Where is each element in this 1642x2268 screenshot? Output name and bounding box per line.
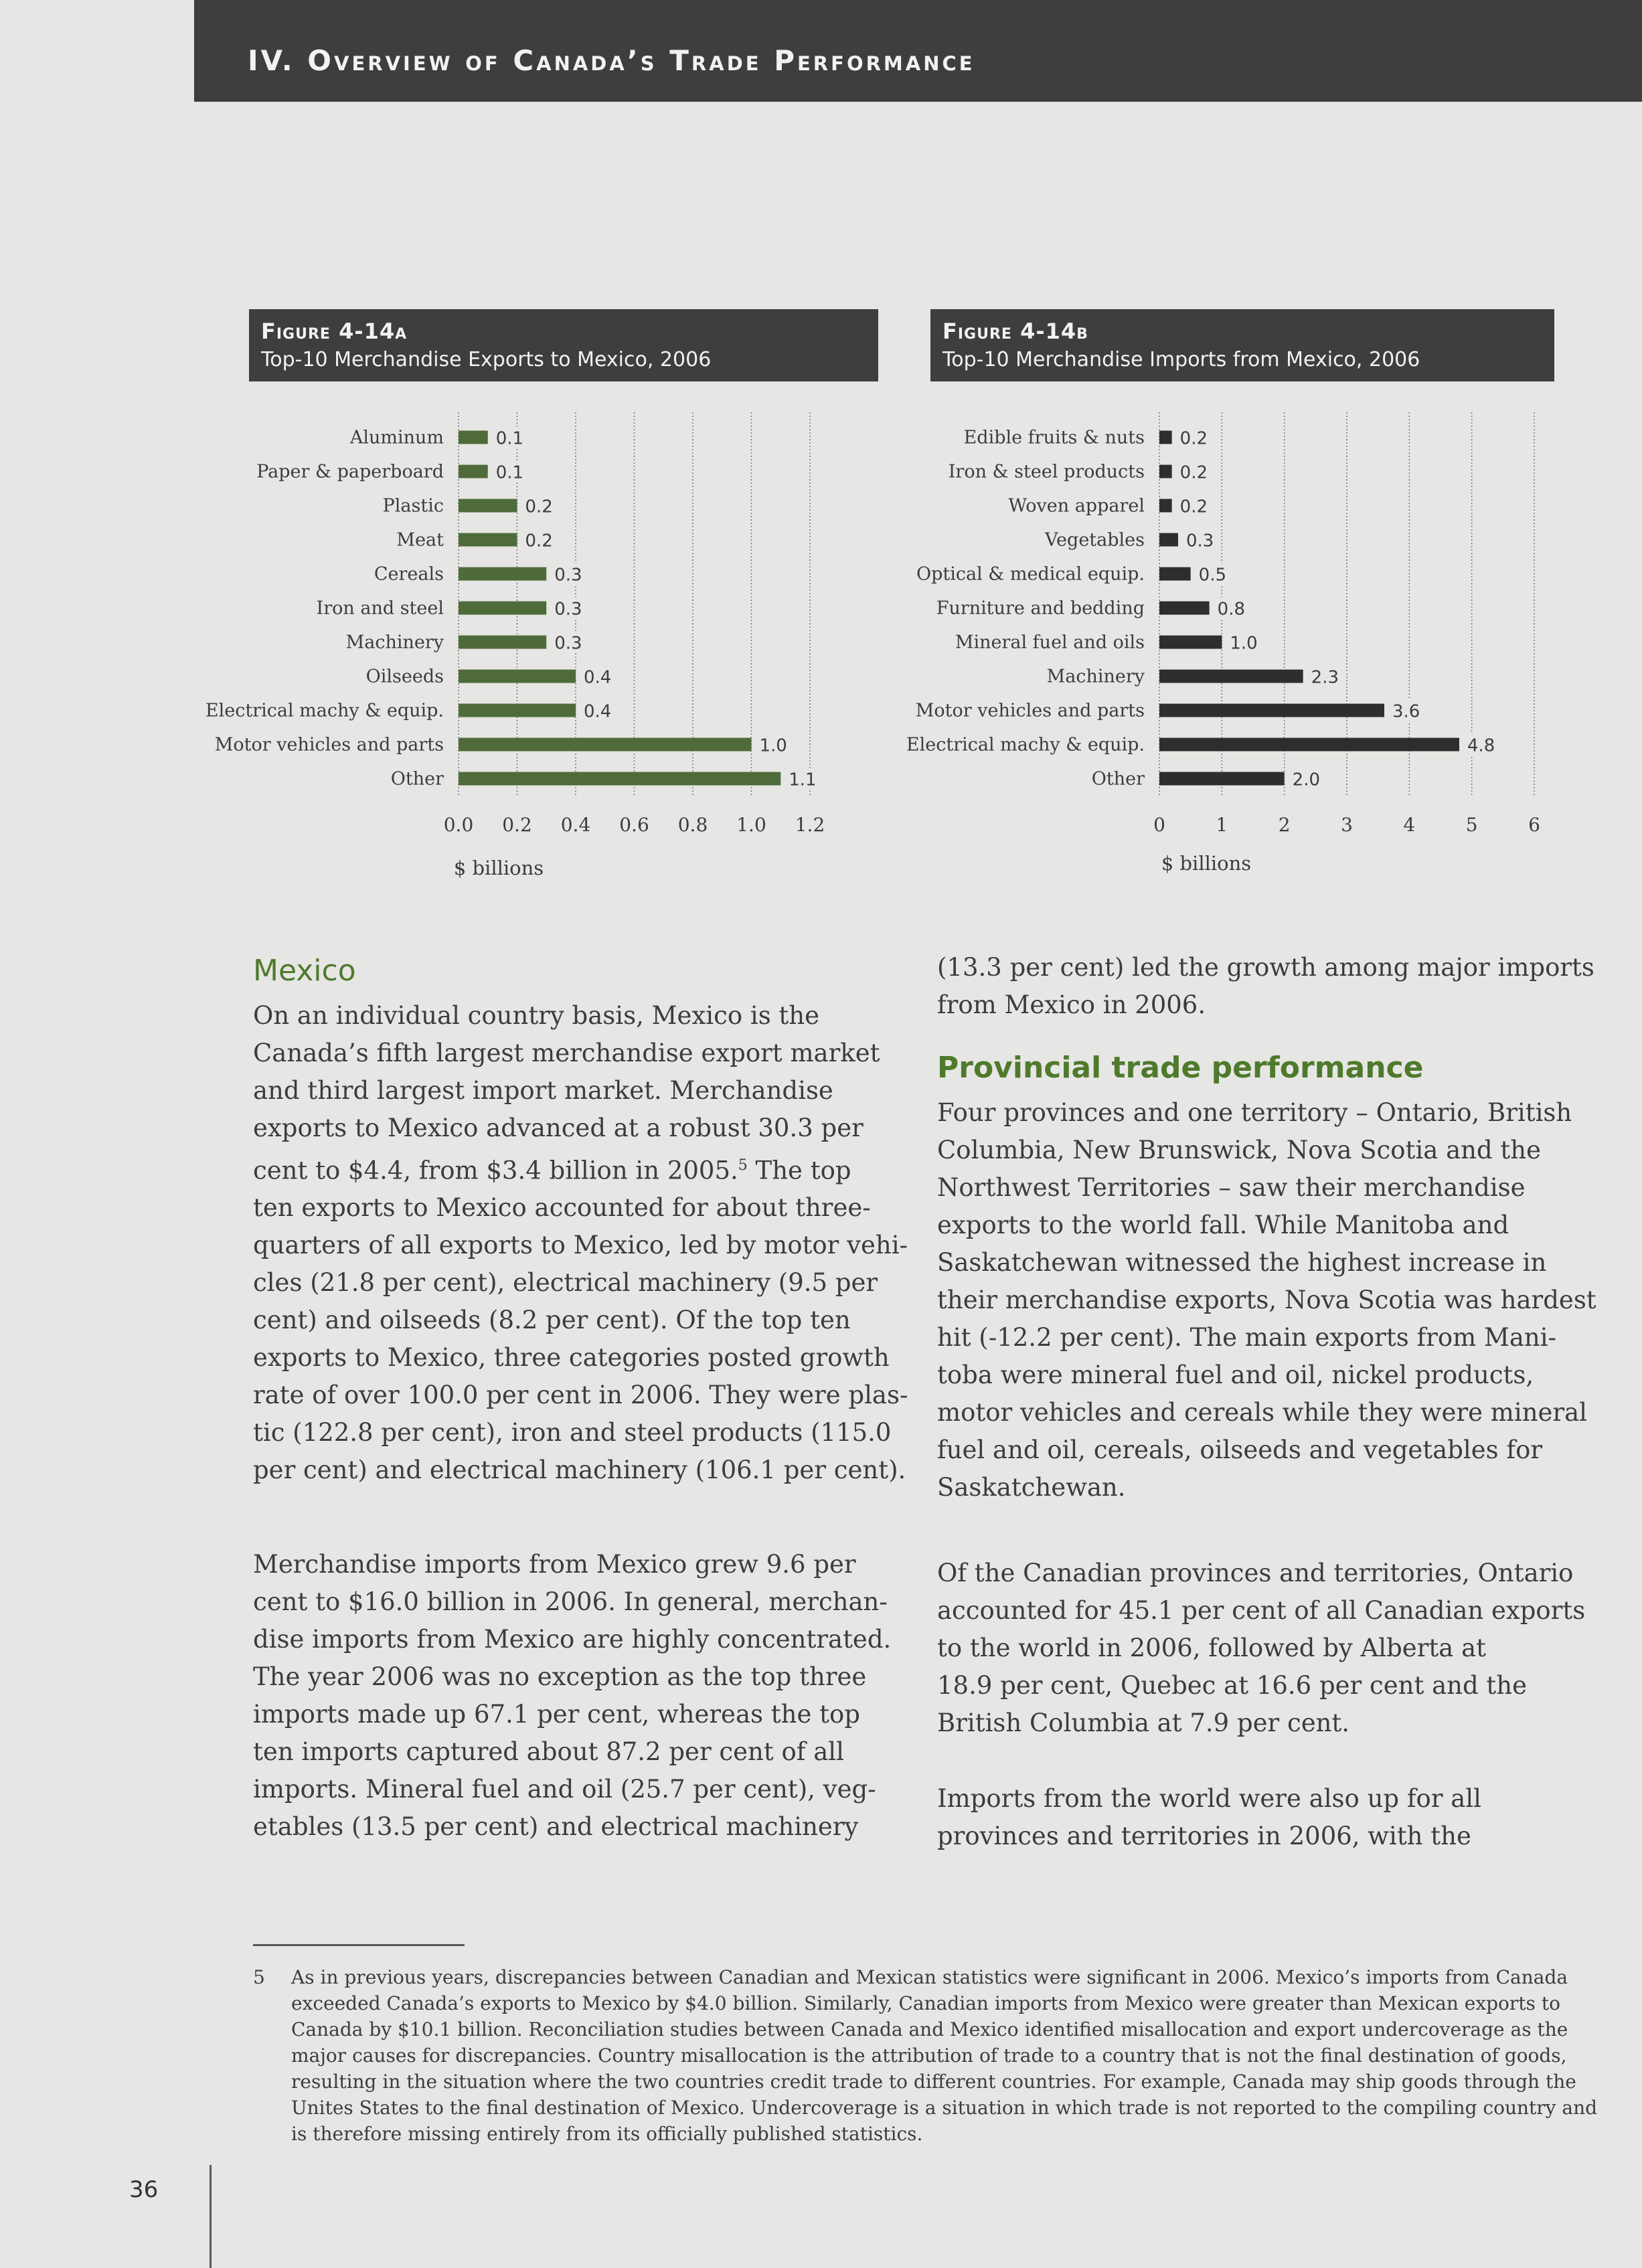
imports-bar-chart xyxy=(906,408,1540,890)
category-label: Electrical machy & equip. xyxy=(205,700,444,721)
provincial-paragraph-2: Of the Canadian provinces and territories, Ontario accounted for 45.1 per cent of all Canadian exports to the world in 2006, followed by Alberta at 18.9 per cent, Quebec at 16.6 per cent and the British Columbia at 7.9 per cent. xyxy=(937,1559,1586,1737)
data-label: 0.3 xyxy=(554,633,582,654)
figure-a-title: Top-10 Merchandise Exports to Mexico, 2006 xyxy=(261,348,712,371)
provincial-heading: Provincial trade performance xyxy=(937,1051,1424,1085)
bar xyxy=(459,568,546,581)
bar xyxy=(459,772,781,786)
bar xyxy=(1159,499,1172,513)
data-label: 4.8 xyxy=(1467,735,1495,756)
data-label: 0.4 xyxy=(584,701,612,722)
section-title: IV. Overview of Canada’s Trade Performance xyxy=(248,44,975,77)
data-label: 0.3 xyxy=(554,565,582,586)
exports-bar-chart xyxy=(205,408,843,890)
figure-b-title: Top-10 Merchandise Imports from Mexico, 2006 xyxy=(942,348,1420,371)
footnote-text: As in previous years, discrepancies between Canadian and Mexican statistics were significant in 2006. Mexico’s imports from Canada exceeded Canada’s exports to Mexico by $4.0 billion. Similarly, Canadian imports from Mexico were greater than Mexican exports to Canada by $10.1 billion. Reconciliation studies between Canada and Mexico identified misallocation and export undercoverage as the major causes for discrepancies. Country misallocation is the attribution of trade to a country that is not the final destination of goods, resulting in the situation where the two countries credit trade to different countries. For example, Canada may ship goods through the Unites States to the final destination of Mexico. Undercoverage is a situation in which trade is not reported to the compiling country and is therefore missing entirely from its officially published statistics. xyxy=(291,1966,1598,2145)
bar xyxy=(459,738,752,752)
mexico-heading: Mexico xyxy=(253,954,356,988)
bar xyxy=(459,602,546,615)
x-tick-label: 3 xyxy=(1341,814,1353,836)
bar xyxy=(1159,533,1178,547)
category-label: Motor vehicles and parts xyxy=(214,734,444,756)
bar xyxy=(1159,465,1172,478)
data-label: 1.0 xyxy=(1230,633,1258,654)
category-label: Machinery xyxy=(345,632,444,653)
x-tick-label: 1 xyxy=(1216,814,1228,836)
page-margin-rule xyxy=(210,2165,212,2268)
provincial-paragraph-3: Imports from the world were also up for all provinces and territories in 2006, with the xyxy=(937,1784,1481,1850)
bar xyxy=(459,636,546,649)
imports-continuation: (13.3 per cent) led the growth among major imports from Mexico in 2006. xyxy=(937,953,1594,1019)
category-label: Meat xyxy=(396,529,444,551)
bar xyxy=(1159,431,1172,444)
figure-a-header xyxy=(249,309,878,381)
x-tick-label: 1.0 xyxy=(736,814,766,836)
x-tick-label: 6 xyxy=(1528,814,1540,836)
data-label: 0.5 xyxy=(1198,565,1227,586)
footnote-divider xyxy=(253,1944,465,1946)
x-tick-label: 2 xyxy=(1278,814,1291,836)
x-tick-label: 0.6 xyxy=(619,814,649,836)
category-label: Other xyxy=(1091,768,1145,790)
bar xyxy=(1159,670,1303,683)
data-label: 0.2 xyxy=(1179,497,1208,517)
figure-a-number: Figure 4-14a xyxy=(261,319,408,344)
x-tick-label: 0 xyxy=(1153,814,1165,836)
category-label: Optical & medical equip. xyxy=(916,563,1145,585)
bar xyxy=(1159,772,1285,786)
category-label: Other xyxy=(390,768,444,790)
x-tick-label: 0.8 xyxy=(677,814,708,836)
data-label: 0.3 xyxy=(1186,531,1214,551)
category-label: Paper & paperboard xyxy=(256,461,444,483)
data-label: 0.3 xyxy=(554,599,582,620)
data-label: 0.1 xyxy=(495,428,524,449)
data-label: 0.2 xyxy=(525,497,553,517)
category-label: Aluminum xyxy=(349,427,444,448)
data-label: 0.2 xyxy=(1179,462,1208,483)
category-label: Furniture and bedding xyxy=(936,598,1145,619)
category-label: Cereals xyxy=(374,563,444,585)
bar xyxy=(1159,602,1210,615)
bar xyxy=(1159,738,1459,752)
x-tick-label: 1.2 xyxy=(795,814,825,836)
page-number: 36 xyxy=(129,2176,159,2203)
data-label: 1.0 xyxy=(759,735,787,756)
bar xyxy=(1159,568,1191,581)
data-label: 2.0 xyxy=(1292,770,1321,790)
data-label: 0.8 xyxy=(1217,599,1246,620)
bar xyxy=(459,670,576,683)
x-tick-label: 5 xyxy=(1465,814,1478,836)
data-label: 0.4 xyxy=(584,667,612,688)
footnote-number: 5 xyxy=(253,1966,265,1988)
bar xyxy=(459,431,488,444)
x-axis-label: $ billions xyxy=(1161,852,1252,875)
mexico-paragraph-2: Merchandise imports from Mexico grew 9.6 per cent to $16.0 billion in 2006. In general, merchan- dise imports from Mexico are highly concentrated. The year 2006 was no exception as the top three imports made up 67.1 per cent, whereas the top ten imports captured about 87.2 per cent of all imports. Mineral fuel and oil (25.7 per cent), veg- etables (13.5 per cent) and electrical machinery xyxy=(253,1550,892,1841)
category-label: Edible fruits & nuts xyxy=(963,427,1145,448)
mexico-paragraph-1: On an individual country basis, Mexico is the Canada’s fifth largest merchandise export market and third largest import market. Merchandise exports to Mexico advanced at a robust 30.3 per cent to $4.4, from $3.4 billion in 2005.$^5$ The top ten exports to Mexico accounted for about three- quarters of all exports to Mexico, led by motor vehi- cles (21.8 per cent), electrical machinery (9.5 per cent) and oilseeds (8.2 per cent). Of the top ten exports to Mexico, three categories posted growth rate of over 100.0 per cent in 2006. They were plas- tic (122.8 per cent), iron and steel products (115.0 per cent) and electrical machinery (106.1 per cent). xyxy=(253,1001,908,1485)
x-tick-label: 0.0 xyxy=(443,814,474,836)
category-label: Vegetables xyxy=(1045,529,1145,551)
category-label: Plastic xyxy=(382,495,444,517)
figure-b-number: Figure 4-14b xyxy=(942,319,1088,344)
x-tick-label: 0.2 xyxy=(502,814,532,836)
provincial-paragraph-1: Four provinces and one territory – Ontario, British Columbia, New Brunswick, Nova Scotia and the Northwest Territories – saw their merchandise exports to the world fall. While Manitoba and Saskatchewan witnessed the highest increase in their merchandise exports, Nova Scotia was hardest hit (-12.2 per cent). The main exports from Mani- toba were mineral fuel and oil, nickel products, motor vehicles and cereals while they were mineral fuel and oil, cereals, oilseeds and vegetables for Saskatchewan. xyxy=(937,1098,1596,1502)
bar xyxy=(459,704,576,717)
footnote-ref[interactable]: 5 xyxy=(738,1157,748,1174)
data-label: 2.3 xyxy=(1311,667,1339,688)
bar xyxy=(459,465,488,478)
data-label: 3.6 xyxy=(1392,701,1420,722)
category-label: Iron & steel products xyxy=(948,461,1145,483)
figure-b-header xyxy=(930,309,1554,381)
data-label: 1.1 xyxy=(789,770,817,790)
x-tick-label: 0.4 xyxy=(560,814,591,836)
x-tick-label: 4 xyxy=(1403,814,1416,836)
category-label: Mineral fuel and oils xyxy=(955,632,1145,653)
data-label: 0.2 xyxy=(525,531,553,551)
category-label: Electrical machy & equip. xyxy=(906,734,1145,756)
category-label: Woven apparel xyxy=(1008,495,1145,517)
data-label: 0.1 xyxy=(495,462,524,483)
data-label: 0.2 xyxy=(1179,428,1208,449)
category-label: Machinery xyxy=(1046,666,1145,687)
bar xyxy=(459,533,517,547)
bar xyxy=(1159,704,1384,717)
category-label: Iron and steel xyxy=(316,598,444,619)
x-axis-label: $ billions xyxy=(453,857,544,879)
category-label: Motor vehicles and parts xyxy=(915,700,1145,721)
category-label: Oilseeds xyxy=(365,666,444,687)
bar xyxy=(459,499,517,513)
bar xyxy=(1159,636,1222,649)
